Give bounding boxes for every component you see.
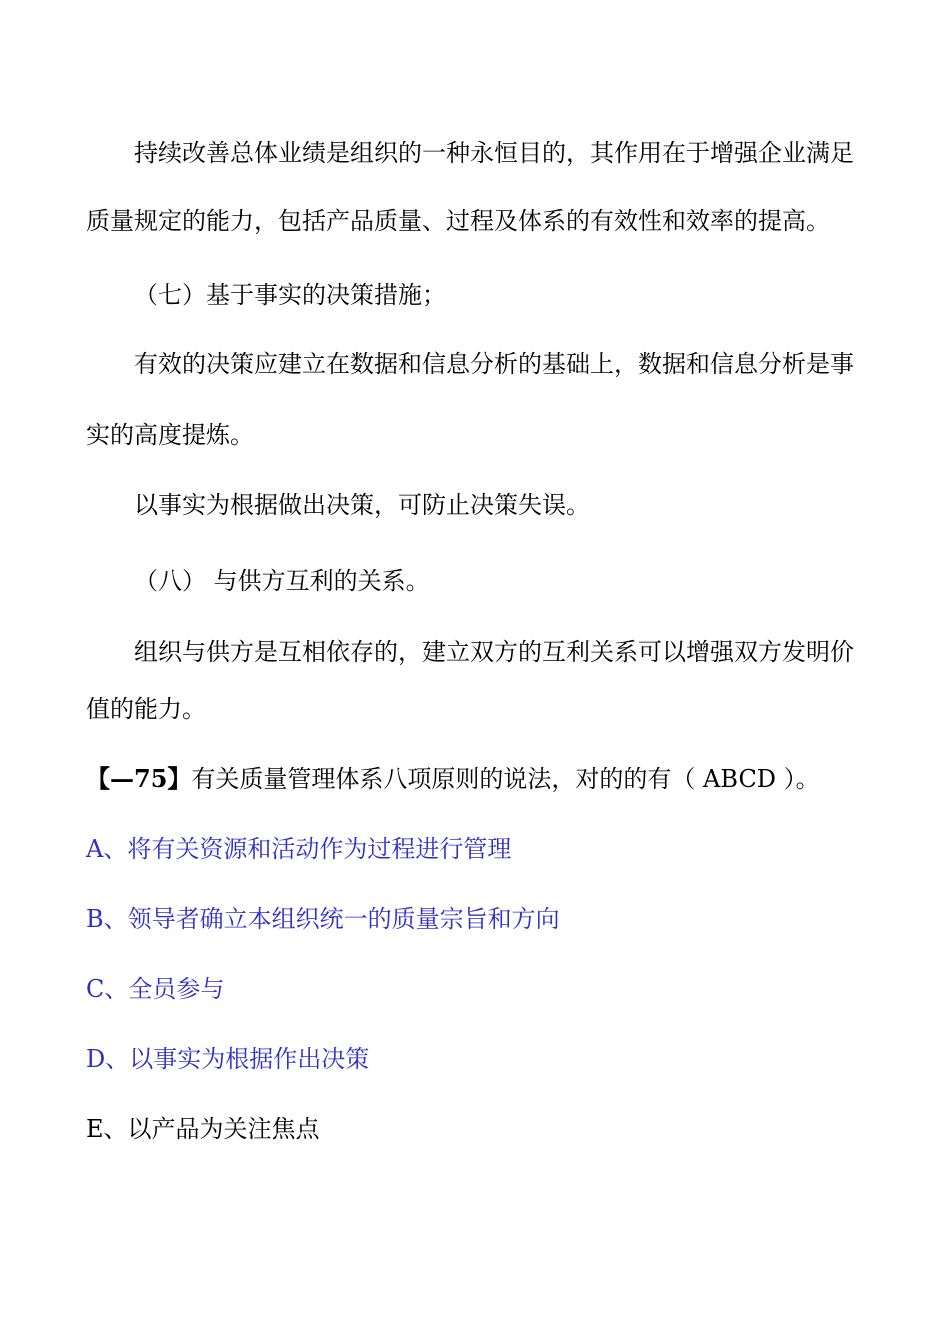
paragraph-3: 以事实为根据做出决策，可防止决策失误。 [134, 491, 590, 519]
paragraph-1-line-2: 质量规定的能力，包括产品质量、过程及体系的有效性和效率的提高。 [86, 207, 830, 235]
option-c: C、全员参与 [86, 975, 225, 1003]
option-b: B、领导者确立本组织统一的质量宗旨和方向 [86, 905, 560, 933]
question-75 [86, 764, 820, 794]
section-heading-8: （八） 与供方互利的关系。 [134, 567, 430, 595]
paragraph-2-line-1: 有效的决策应建立在数据和信息分析的基础上，数据和信息分析是事 [134, 350, 854, 378]
paragraph-4-line-1: 组织与供方是互相依存的，建立双方的互利关系可以增强双方发明价 [134, 638, 854, 666]
question-text: 有关质量管理体系八项原则的说法，对的的有（ ABCD ）。 [191, 765, 820, 793]
option-e: E、以产品为关注焦点 [86, 1115, 320, 1143]
paragraph-2-line-2: 实的高度提炼。 [86, 421, 254, 449]
option-d: D、以事实为根据作出决策 [86, 1045, 370, 1073]
option-a: A、将有关资源和活动作为过程进行管理 [86, 835, 512, 863]
section-heading-7: （七）基于事实的决策措施； [134, 281, 446, 309]
paragraph-1-line-1: 持续改善总体业绩是组织的一种永恒目的，其作用在于增强企业满足 [134, 139, 854, 167]
paragraph-4-line-2: 值的能力。 [86, 695, 206, 723]
question-number: 【—75】 [86, 764, 192, 793]
